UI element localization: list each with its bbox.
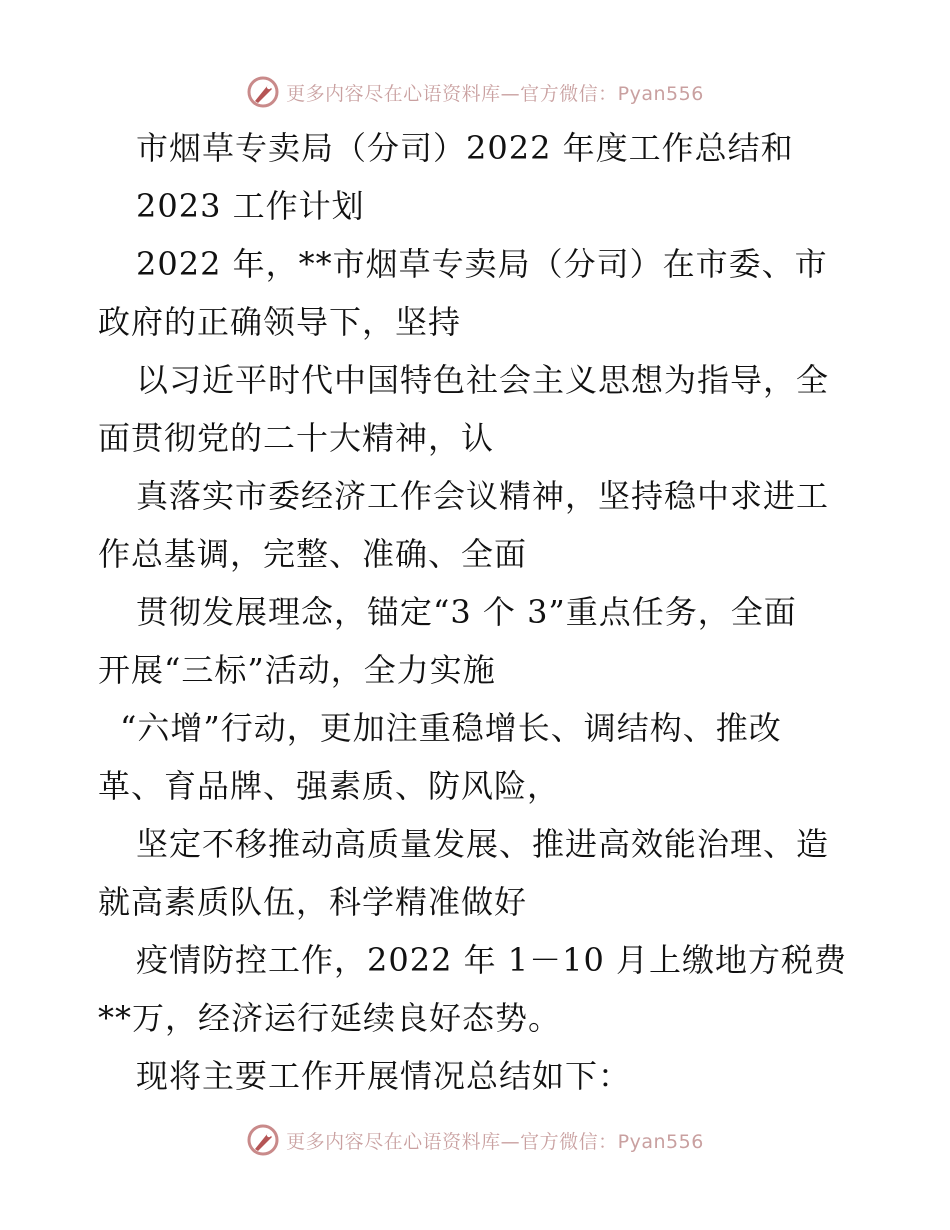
paragraph-line: 疫情防控工作，2022 年 1－10 月上缴地方税费 <box>136 941 848 979</box>
paragraph-line: 开展“三标”活动，全力实施 <box>98 651 496 689</box>
document-title-line1: 市烟草专卖局（分司）2022 年度工作总结和 <box>136 129 794 167</box>
pen-nib-logo-icon <box>246 75 280 109</box>
watermark-banner-top <box>0 72 950 112</box>
paragraph-line: 2022 年，**市烟草专卖局（分司）在市委、市 <box>136 245 828 283</box>
paragraph-line: **万，经济运行延续良好态势。 <box>98 999 562 1037</box>
paragraph-line: 革、育品牌、强素质、防风险， <box>98 767 561 805</box>
paragraph-line: “六增”行动，更加注重稳增长、调结构、推改 <box>120 709 782 747</box>
paragraph-line: 坚定不移推动高质量发展、推进高效能治理、造 <box>136 825 830 863</box>
paragraph-line: 真落实市委经济工作会议精神，坚持稳中求进工 <box>136 477 830 515</box>
watermark-text: 更多内容尽在心语资料库—官方微信：Pyan556 <box>286 82 704 105</box>
paragraph-line: 政府的正确领导下，坚持 <box>98 303 462 341</box>
paragraph-line: 现将主要工作开展情况总结如下： <box>136 1057 632 1095</box>
paragraph-line: 贯彻发展理念，锚定“3 个 3”重点任务，全面 <box>136 593 797 631</box>
paragraph-line: 面贯彻党的二十大精神，认 <box>98 419 495 457</box>
paragraph-line: 就高素质队伍，科学精准做好 <box>98 883 528 921</box>
watermark-banner-bottom <box>0 1120 950 1160</box>
paragraph-line: 以习近平时代中国特色社会主义思想为指导，全 <box>136 361 830 399</box>
paragraph-line: 作总基调，完整、准确、全面 <box>98 535 528 573</box>
pen-nib-logo-icon <box>246 1123 280 1157</box>
document-title-line2: 2023 工作计划 <box>136 187 365 225</box>
watermark-text: 更多内容尽在心语资料库—官方微信：Pyan556 <box>286 1130 704 1153</box>
